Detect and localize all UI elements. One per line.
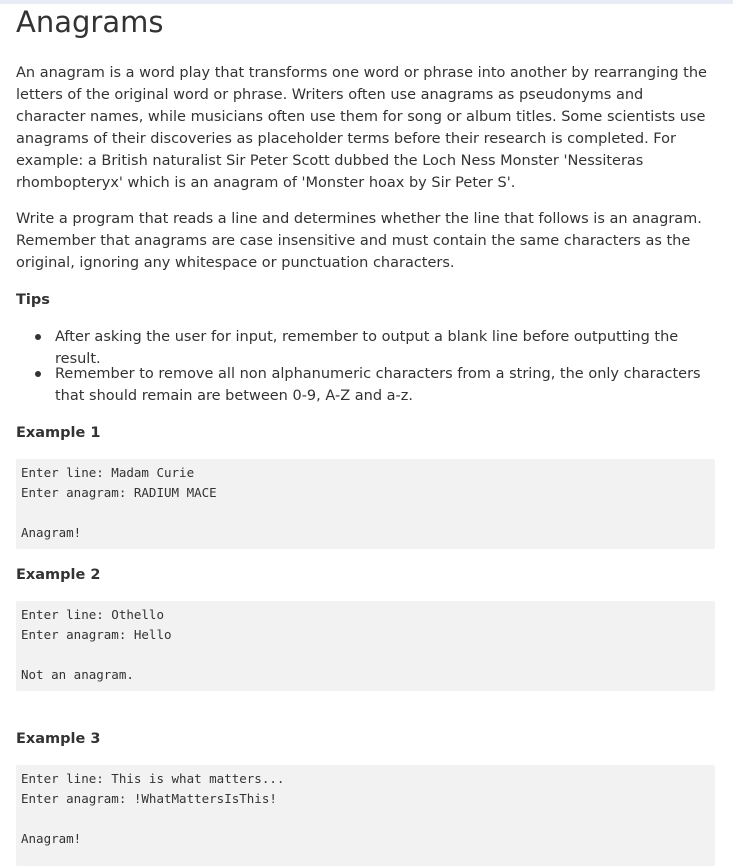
code-line: Anagram!	[21, 831, 82, 846]
code-line: Enter anagram: !WhatMattersIsThis!	[21, 791, 277, 806]
tips-heading: Tips	[16, 292, 50, 308]
code-line: Enter anagram: RADIUM MACE	[21, 485, 217, 500]
code-line: Enter anagram: Hello	[21, 627, 172, 642]
example-3-heading: Example 3	[16, 731, 101, 747]
page-title: Anagrams	[16, 5, 164, 39]
code-line: Enter line: Madam Curie	[21, 465, 195, 480]
bullet-icon	[35, 334, 41, 340]
example-1-code-block	[16, 459, 715, 549]
code-line: Enter line: This is what matters...	[21, 771, 285, 786]
example-1-heading: Example 1	[16, 425, 101, 441]
code-line: Not an anagram.	[21, 667, 134, 682]
code-line: Anagram!	[21, 525, 82, 540]
bullet-icon	[35, 371, 41, 377]
code-line: Enter line: Othello	[21, 607, 164, 622]
task-paragraph: Write a program that reads a line and determines whether the line that follows is an anagram. Remember that anagrams are case insensitive and must contain the same characters as the original, ignoring any whitespace or punctuation characters.	[16, 211, 702, 271]
example-2-code-block	[16, 601, 715, 691]
intro-paragraph: An anagram is a word play that transforms one word or phrase into another by rearranging the letters of the original word or phrase. Writers often use anagrams as pseudonyms and character names, while musicians often use them for song or album titles. Some scientists use anagrams of their discoveries as placeholder terms before their research is completed. For example: a British naturalist Sir Peter Scott dubbed the Loch Ness Monster 'Nessiteras rhombopteryx' which is an anagram of 'Monster hoax by Sir Peter S'.	[16, 65, 707, 191]
tip-text: Remember to remove all non alphanumeric characters from a string, the only characters that should remain are between 0-9, A-Z and a-z.	[55, 366, 701, 404]
tip-text: After asking the user for input, remember to output a blank line before outputting the result.	[55, 329, 679, 367]
example-3-code-block	[16, 765, 715, 866]
example-2-heading: Example 2	[16, 567, 101, 583]
